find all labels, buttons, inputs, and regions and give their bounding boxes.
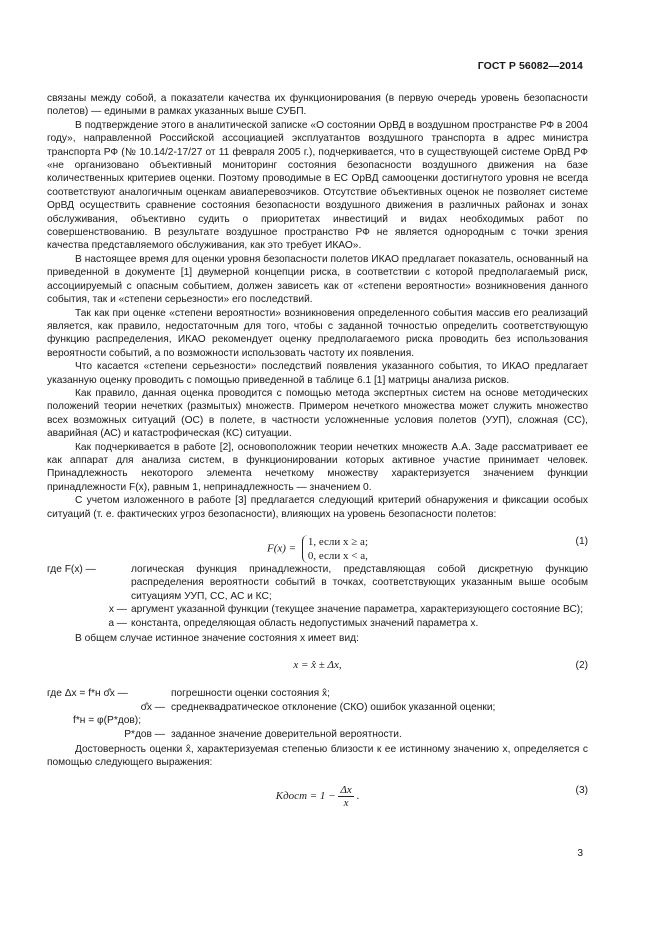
- equation-3-denominator: x: [343, 796, 349, 809]
- equation-2-number: (2): [575, 660, 588, 672]
- equation-1-cases: [302, 535, 368, 563]
- definition-term: σ̂x —: [140, 701, 165, 713]
- paragraph-3: В настоящее время для оценки уровня безопасности полетов ИКАО предлагает показатель, основанный на приведенной в документе [1] двумерной концепции риска, в соответствии с которой предполагаемый риск, ассоциируемый с опасным событием, должен зависеть как от «степени вероятности» возникновения данного события, так и «степени серьезности» его последствий.: [47, 253, 588, 306]
- equation-3-lhs: Kдост = 1 −: [275, 789, 336, 802]
- definition-text: среднеквадратическое отклонение (СКО) ошибок указанной оценки;: [171, 701, 496, 713]
- paragraph-7: Как подчеркивается в работе [2], основоположник теории нечетких множеств А.А. Заде рассматривает ее как аппарат для анализа систем, в функционировании которых активное участие принимает человек. Принадлежность некоторого элемента нечеткому множеству характеризуется значением функции принадлежности F(x), равным 1, непринадлежность — значением 0.: [47, 441, 588, 493]
- paragraph-9: В общем случае истинное значение состояния x имеет вид:: [75, 633, 359, 645]
- definitions-1: [47, 563, 588, 630]
- paragraph-10: Достоверность оценки x̂, характеризуемая степенью близости к ее истинному значению x, определяется с помощью следующего выражения:: [47, 744, 588, 769]
- document-code: ГОСТ Р 56082—2014: [477, 60, 583, 72]
- definition-term: f*н = φ(P*дов);: [73, 715, 142, 727]
- definition-text: константа, определяющая область недопустимых значений параметра x.: [131, 617, 479, 629]
- paragraph-8: С учетом изложенного в работе [3] предлагается следующий критерий обнаружения и фиксации особых ситуаций (т. е. фактических угроз безопасности), влияющих на уровень безопасности полетов:: [47, 495, 588, 520]
- equation-1: [47, 525, 588, 562]
- equation-3-fraction: [338, 784, 353, 809]
- definition-text: погрешности оценки состояния x̂;: [171, 688, 330, 700]
- paragraph-4: Так как при оценке «степени вероятности» возникновения определенного события массив его реализаций является, как правило, недостаточным для того, чтобы с заданной точностью определить соответствующую функцию распределения, ИКАО рекомендует оценку предполагаемого риска проводить без использования вероятности событий, а по возможности использовать частоту их появления.: [47, 307, 588, 359]
- definition-term: P*дов —: [124, 728, 165, 740]
- definition-term: a —: [108, 617, 127, 629]
- equation-1-case-1: 1, если x ≥ a;: [307, 536, 368, 548]
- equation-3-numerator: Δx: [340, 783, 352, 796]
- definition-item: [47, 701, 588, 714]
- definition-text: логическая функция принадлежности, представляющая собой дискретную функцию распределения вероятности событий в точках, соответствующих указанным выше особым ситуациям УУП, СС, АС и КС;: [131, 564, 588, 602]
- definition-term: x —: [108, 604, 127, 616]
- definition-item: [47, 563, 588, 603]
- definition-text: заданное значение доверительной вероятности.: [171, 728, 402, 740]
- definition-item: [47, 617, 588, 630]
- equation-1-number: (1): [575, 536, 588, 547]
- definition-item: [47, 714, 588, 727]
- equation-1-lhs: F(x) =: [267, 542, 297, 555]
- equation-2: [47, 649, 588, 683]
- definition-term: где F(x) —: [47, 564, 96, 575]
- definitions-2: [47, 687, 588, 741]
- equation-3-number: (3): [575, 784, 588, 796]
- page-number: 3: [577, 848, 583, 859]
- definition-item: [47, 687, 588, 700]
- definition-item: [47, 603, 588, 616]
- equation-3-tail: .: [356, 789, 360, 802]
- paragraph-2: В подтверждение этого в аналитической записке «О состоянии ОрВД в воздушном пространстве РФ в 2004 году», направленной Российской ассоциацией эксплуатантов воздушного транспорта в адрес министра транспорта РФ (№ 10.14/2-17/27 от 11 февраля 2005 г.), подчеркивается, что в существующей системе ОрВД РФ «не организовано объективный мониторинг состояния безопасности воздушного движения на базе количественных критериев оценки. Поэтому проводимые в ЕС ОрВД самооценки достигнутого уровня не всегда соответствуют аналогичным оценкам авиаперевозчиков. Отсутствие объективных оценок не позволяет системе ОрВД осуществить сравнение состояния безопасности воздушного движения в различных районах и зонах обслуживания, объективно судить о приоритетах инвестиций и видах необходимых работ по совершенствованию. В результате воздушное пространство РФ не является однородным с точки зрения качества представляемого обслуживания, как это требует ИКАО».: [47, 119, 588, 252]
- paragraph-1: связаны между собой, а показатели качества их функционирования (в первую очередь уровень безопасности полетов) — едиными в рамках указанных выше СУБП.: [47, 93, 588, 118]
- definition-term: где Δx = f*н σ̂x —: [47, 688, 128, 700]
- equation-1-case-2: 0, если x < a,: [307, 550, 368, 562]
- equation-3: [47, 774, 588, 808]
- equation-2-expr: x = x̂ ± Δx,: [293, 659, 342, 672]
- definition-item: [47, 728, 588, 741]
- document-body: [47, 92, 588, 812]
- paragraph-5: Что касается «степени серьезности» последствий появления указанного события, то ИКАО предлагает указанную оценку проводить с помощью приведенной в таблице 6.1 [1] матрицы анализа рисков.: [47, 361, 588, 386]
- paragraph-6: Как правило, данная оценка проводится с помощью метода экспертных систем на основе методических положений теории нечетких (размытых) множеств. Примером нечеткого множества может служить множество всех возможных ситуаций (ОС) в полете, в частности усложненные условия полетов (УУП), сложная (СС), аварийная (АС) и катастрофическая (КС) ситуации.: [47, 387, 588, 440]
- definition-text: аргумент указанной функции (текущее значение параметра, характеризующего состояние ВС);: [131, 604, 584, 616]
